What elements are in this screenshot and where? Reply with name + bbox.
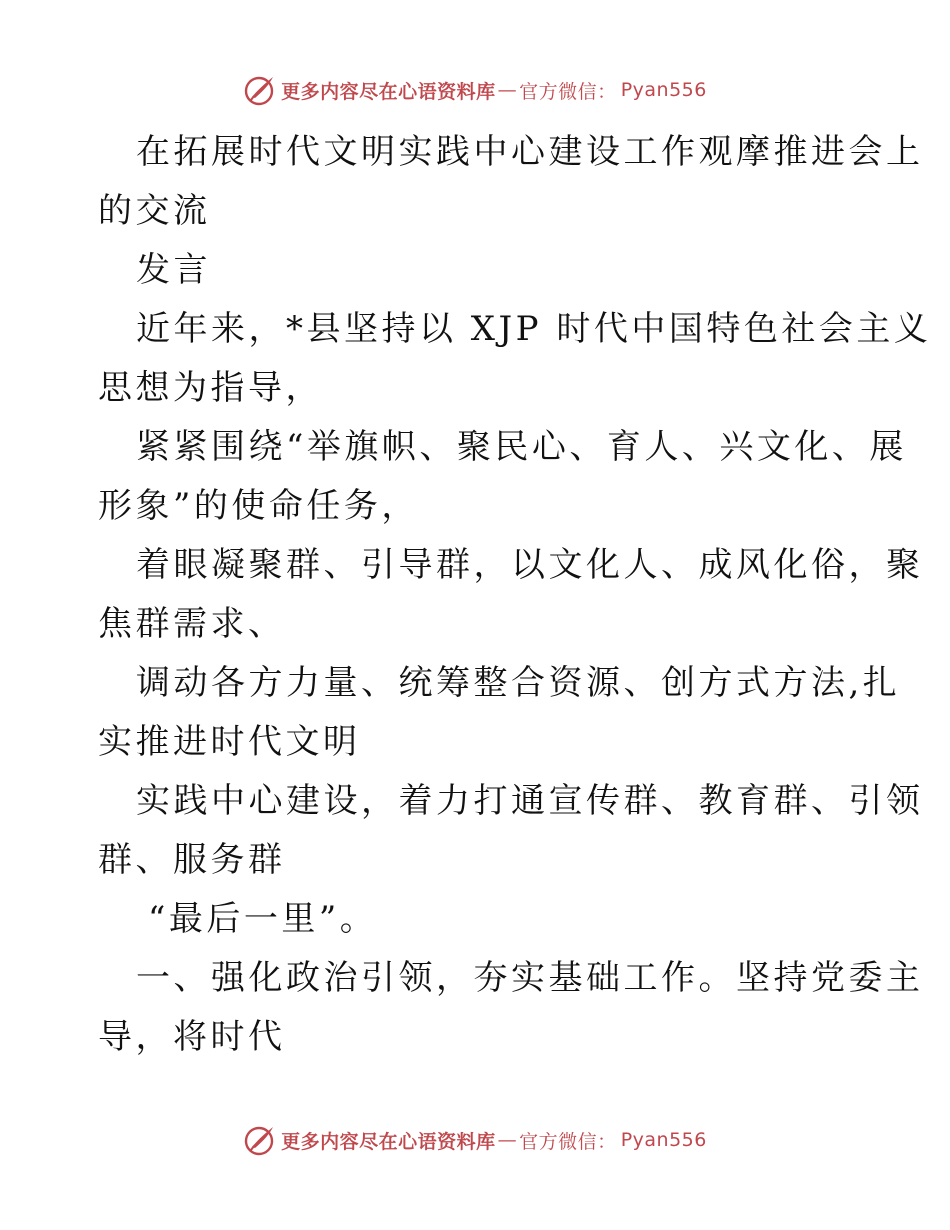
- title-line-1: 在拓展时代文明实践中心建设工作观摩推进会上: [136, 132, 924, 172]
- banner-brand-text: 更多内容尽在心语资料库: [281, 1130, 496, 1153]
- paragraph-line: 一、强化政治引领，夯实基础工作。坚持党委主: [136, 958, 924, 998]
- banner-dash: —: [497, 1129, 518, 1151]
- footer-banner: [0, 1122, 950, 1158]
- banner-brand-text: 更多内容尽在心语资料库: [281, 80, 496, 103]
- paragraph-line: 近年来，*县坚持以 XJP 时代中国特色社会主义: [136, 309, 932, 349]
- document-body: [98, 123, 932, 1067]
- paragraph-line: 导，将时代: [98, 1017, 286, 1057]
- header-banner: [0, 72, 950, 108]
- banner-dash: —: [497, 79, 518, 101]
- paragraph-line: 着眼凝聚群、引导群，以文化人、成风化俗，聚: [136, 545, 924, 585]
- paragraph-line: 群、服务群: [98, 840, 286, 880]
- paragraph-line: 形象”的使命任务，: [98, 486, 419, 526]
- paragraph-line: 焦群需求、: [98, 604, 286, 644]
- paragraph-line: 调动各方力量、统筹整合资源、创方式方法,扎: [136, 663, 901, 703]
- paragraph-line: 紧紧围绕“举旗帜、聚民心、育人、兴文化、展: [136, 427, 907, 467]
- paragraph-line: 实践中心建设，着力打通宣传群、教育群、引领: [136, 781, 924, 821]
- title-line-2: 的交流: [98, 191, 211, 231]
- banner-wechat-label: 官方微信：: [519, 1130, 617, 1153]
- quill-pen-logo-icon: [243, 1123, 277, 1157]
- banner-wechat-id: Pyan556: [620, 1129, 707, 1151]
- banner-wechat-label: 官方微信：: [519, 80, 617, 103]
- banner-wechat-id: Pyan556: [620, 79, 707, 101]
- title-line-3: 发言: [136, 250, 211, 290]
- paragraph-line: “最后一里”。: [148, 899, 378, 939]
- paragraph-line: 思想为指导，: [98, 368, 323, 408]
- paragraph-line: 实推进时代文明: [98, 722, 361, 762]
- quill-pen-logo-icon: [243, 73, 277, 107]
